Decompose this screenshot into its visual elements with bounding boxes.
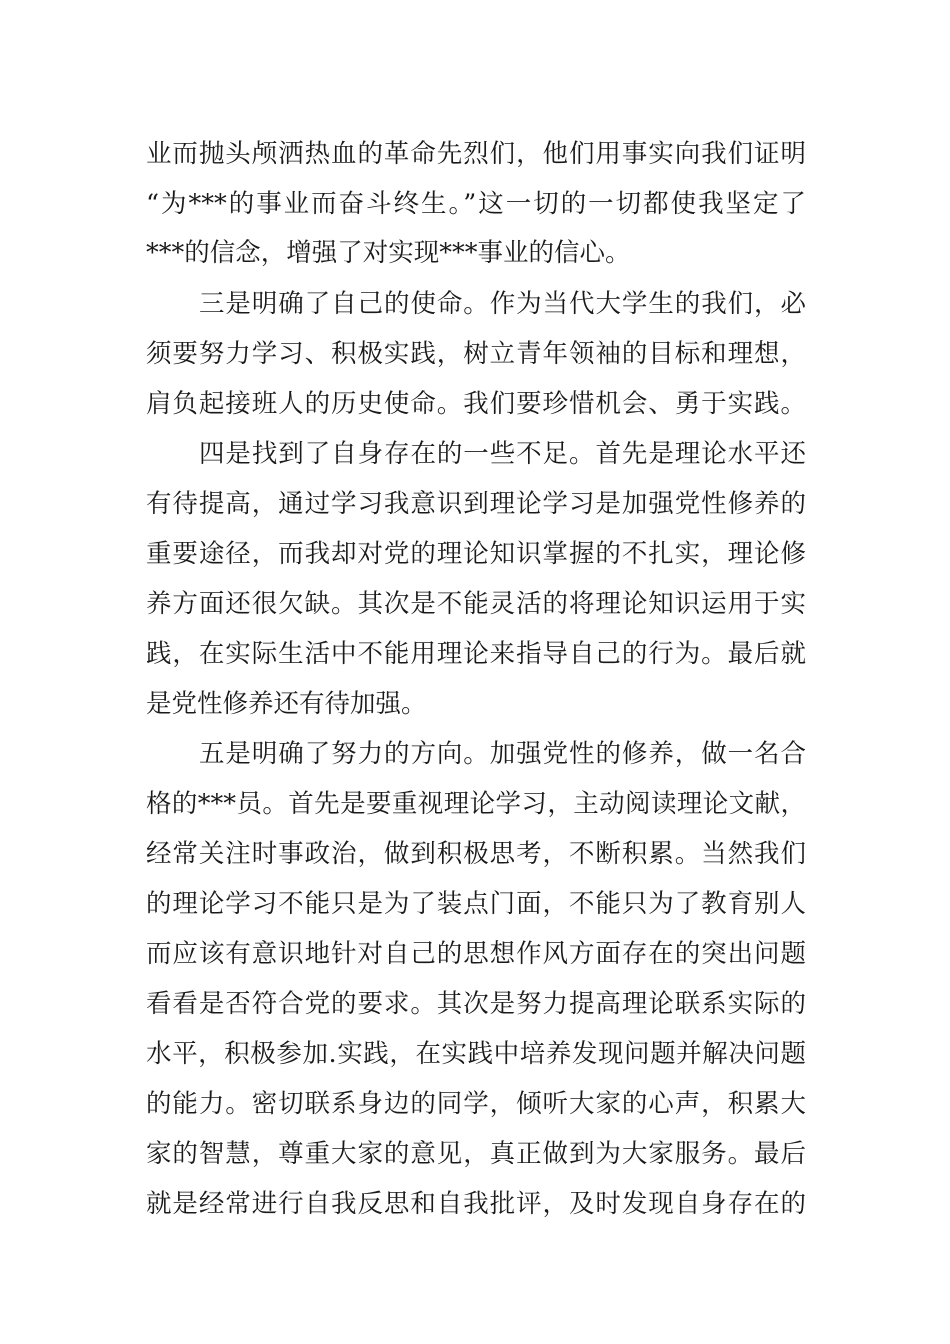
- text-line: ***的信念，增强了对实现***事业的信心。: [146, 238, 631, 268]
- text-line: 肩负起接班人的历史使命。我们要珍惜机会、勇于实践。: [146, 389, 806, 419]
- text-line: 是党性修养还有待加强。: [146, 689, 427, 719]
- text-line: 重要途径，而我却对党的理论知识掌握的不扎实，理论修: [146, 539, 806, 569]
- text-line: 养方面还很欠缺。其次是不能灵活的将理论知识运用于实: [146, 589, 806, 619]
- text-line: 家的智慧，尊重大家的意见，真正做到为大家服务。最后: [146, 1139, 806, 1169]
- text-line: 的理论学习不能只是为了装点门面，不能只为了教育别人: [146, 889, 806, 919]
- paragraph-first-line: 五是明确了努力的方向。加强党性的修养，做一名合: [199, 739, 806, 769]
- text-line: 水平，积极参加.实践，在实践中培养发现问题并解决问题: [146, 1039, 806, 1069]
- text-line: 格的***员。首先是要重视理论学习，主动阅读理论文献，: [146, 789, 806, 819]
- text-line: 践，在实际生活中不能用理论来指导自己的行为。最后就: [146, 639, 806, 669]
- paragraph-first-line: 四是找到了自身存在的一些不足。首先是理论水平还: [199, 439, 806, 469]
- text-line: 而应该有意识地针对自己的思想作风方面存在的突出问题: [146, 939, 806, 969]
- text-line: 就是经常进行自我反思和自我批评，及时发现自身存在的: [146, 1189, 806, 1219]
- text-line: 业而抛头颅洒热血的革命先烈们，他们用事实向我们证明: [146, 139, 806, 169]
- text-line: 须要努力学习、积极实践，树立青年领袖的目标和理想，: [146, 339, 806, 369]
- text-line: 看看是否符合党的要求。其次是努力提高理论联系实际的: [146, 989, 806, 1019]
- text-line: 的能力。密切联系身边的同学，倾听大家的心声，积累大: [146, 1089, 806, 1119]
- text-line: “为***的事业而奋斗终生。”这一切的一切都使我坚定了: [146, 189, 806, 219]
- text-line: 经常关注时事政治，做到积极思考，不断积累。当然我们: [146, 839, 806, 869]
- paragraph-first-line: 三是明确了自己的使命。作为当代大学生的我们，必: [199, 289, 806, 319]
- text-line: 有待提高，通过学习我意识到理论学习是加强党性修养的: [146, 489, 806, 519]
